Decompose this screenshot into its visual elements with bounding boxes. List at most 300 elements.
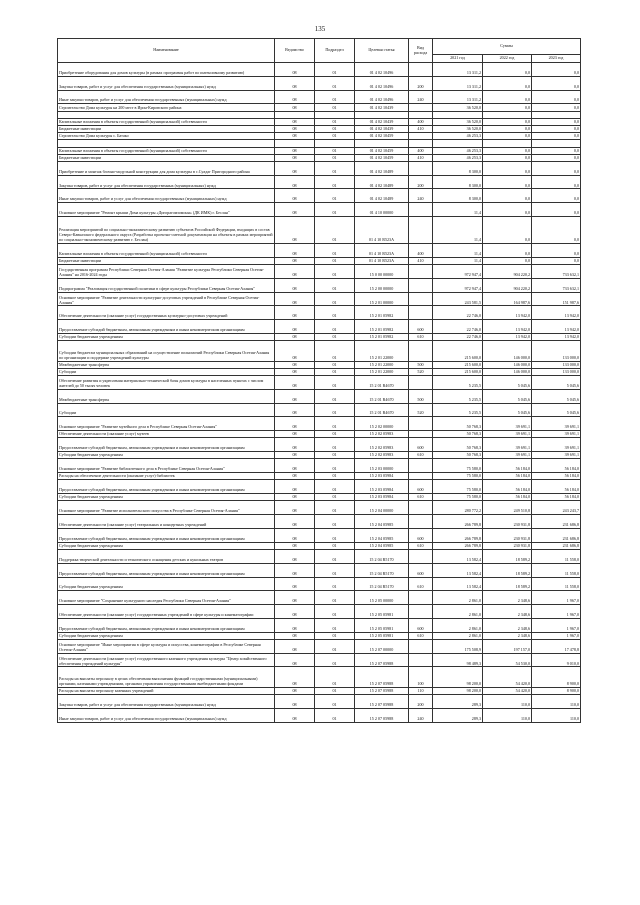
cell-y1: 289,3 (433, 708, 483, 722)
cell-cs: 15 2 04 05985 (355, 542, 409, 549)
cell-ved: 08 (275, 563, 315, 577)
cell-name: Обеспечение деятельности (оказание услуг) театральных и концертных учреждений (58, 515, 275, 529)
cell-vr: 610 (409, 452, 433, 459)
cell-vr: 610 (409, 542, 433, 549)
cell-vr: 110 (409, 687, 433, 694)
cell-y3: 13 942,0 (532, 334, 581, 341)
cell-name: Иные закупки товаров, работ и услуг для обеспечения государственных (муниципальных) нужд (58, 189, 275, 203)
cell-y1: 13 582,4 (433, 577, 483, 591)
cell-y1 (433, 140, 483, 147)
cell-name: Основное мероприятие "Развитие деятельности культурно-досуговых учреждений в Республике Северная Осетия-Алания" (58, 292, 275, 306)
cell-vr: 240 (409, 90, 433, 104)
table-row (58, 618, 581, 632)
cell-sub: 01 (315, 320, 355, 334)
cell-name: Межбюджетные трансферты (58, 361, 275, 368)
cell-sub: 01 (315, 549, 355, 563)
cell-y3: 11 558,0 (532, 549, 581, 563)
cell-name (58, 140, 275, 147)
cell-y1 (433, 111, 483, 118)
cell-cs: 01 4 02 10489 (355, 161, 409, 175)
header-name: Наименование (58, 39, 275, 63)
cell-cs: 15 2 01 05982 (355, 306, 409, 320)
cell-y2: 164 987,6 (483, 292, 532, 306)
cell-ved: 08 (275, 341, 315, 361)
cell-sub: 01 (315, 147, 355, 154)
cell-ved: 08 (275, 632, 315, 639)
cell-y2: 0,0 (483, 175, 532, 189)
cell-sub: 01 (315, 515, 355, 529)
cell-vr: 610 (409, 494, 433, 501)
cell-vr: 410 (409, 257, 433, 264)
cell-name: Субсидии бюджетным учреждениям (58, 452, 275, 459)
cell-ved: 08 (275, 687, 315, 694)
cell-sub: 01 (315, 63, 355, 77)
table-row (58, 361, 581, 368)
cell-y1: 13 582,4 (433, 563, 483, 577)
cell-vr (409, 265, 433, 279)
cell-y3: 1 967,0 (532, 605, 581, 619)
cell-cs: 15 2 04 R5170 (355, 577, 409, 591)
cell-y2: 54 420,0 (483, 667, 532, 687)
cell-y1: 175 508,9 (433, 639, 483, 653)
cell-ved: 08 (275, 76, 315, 90)
cell-cs: 15 2 04 R5170 (355, 549, 409, 563)
cell-cs: 15 2 04 05985 (355, 515, 409, 529)
cell-cs: 15 2 05 05981 (355, 632, 409, 639)
cell-vr: 200 (409, 76, 433, 90)
cell-name: Бюджетные инвестиции (58, 257, 275, 264)
cell-ved: 08 (275, 133, 315, 140)
cell-ved: 08 (275, 368, 315, 375)
cell-y1: 75 580,0 (433, 459, 483, 473)
cell-sub: 01 (315, 632, 355, 639)
cell-vr: 500 (409, 389, 433, 403)
cell-y2: 56 184,0 (483, 480, 532, 494)
table-row (58, 203, 581, 217)
cell-y1: 215 600,0 (433, 361, 483, 368)
cell-y1: 2 861,0 (433, 605, 483, 619)
cell-cs: 15 2 07 05988 (355, 708, 409, 722)
cell-ved (275, 111, 315, 118)
cell-vr (409, 473, 433, 480)
cell-cs: 15 2 07 00000 (355, 639, 409, 653)
cell-y3: 231 686,8 (532, 528, 581, 542)
cell-y2: 39 691,1 (483, 417, 532, 431)
cell-name: Иные закупки товаров, работ и услуг для обеспечения государственных (муниципальных) нужд (58, 708, 275, 722)
cell-y1: 13 582,4 (433, 549, 483, 563)
cell-sub: 01 (315, 417, 355, 431)
cell-cs: 01 4 10 R523A (355, 257, 409, 264)
cell-name: Субсидии бюджетным учреждениям (58, 542, 275, 549)
cell-cs: 15 2 07 05988 (355, 695, 409, 709)
cell-y2: 0,0 (483, 189, 532, 203)
cell-cs (355, 140, 409, 147)
cell-vr (409, 111, 433, 118)
cell-y3: 0,0 (532, 76, 581, 90)
cell-y1: 22 746,0 (433, 334, 483, 341)
cell-sub: 01 (315, 257, 355, 264)
table-row (58, 161, 581, 175)
cell-cs: 01 4 10 00000 (355, 203, 409, 217)
cell-y1: 243 581,5 (433, 292, 483, 306)
cell-cs: 15 2 02 05983 (355, 438, 409, 452)
cell-y2: 110,0 (483, 695, 532, 709)
table-row (58, 632, 581, 639)
cell-sub: 01 (315, 563, 355, 577)
cell-cs: 15 2 01 22000 (355, 361, 409, 368)
cell-cs: 15 2 02 05983 (355, 431, 409, 438)
table-row (58, 549, 581, 563)
cell-sub: 01 (315, 577, 355, 591)
cell-vr: 240 (409, 708, 433, 722)
cell-name: Предоставление субсидий бюджетным, автономным учреждениям и иным некоммерческим организациям (58, 438, 275, 452)
cell-ved: 08 (275, 244, 315, 258)
cell-y3: 133 000,0 (532, 361, 581, 368)
cell-name: Субсидии бюджетным учреждениям (58, 632, 275, 639)
cell-sub: 01 (315, 118, 355, 125)
cell-y2: 39 691,1 (483, 452, 532, 459)
cell-vr (409, 63, 433, 77)
table-row (58, 125, 581, 132)
cell-name: Предоставление субсидий бюджетным, автономным учреждениям и иным некоммерческим организациям (58, 528, 275, 542)
cell-name: Бюджетные инвестиции (58, 154, 275, 161)
cell-cs: 15 2 05 05981 (355, 605, 409, 619)
cell-y1: 13 311,2 (433, 76, 483, 90)
cell-vr (409, 161, 433, 175)
cell-sub: 01 (315, 667, 355, 687)
cell-y3: 0,0 (532, 244, 581, 258)
cell-y1: 75 580,0 (433, 480, 483, 494)
cell-cs: 15 2 04 00000 (355, 501, 409, 515)
cell-ved: 08 (275, 257, 315, 264)
cell-ved: 08 (275, 528, 315, 542)
cell-y2: 2 348,6 (483, 618, 532, 632)
cell-y3: 231 686,8 (532, 542, 581, 549)
cell-y3: 39 691,1 (532, 431, 581, 438)
table-row (58, 76, 581, 90)
cell-y1: 5 235,5 (433, 376, 483, 390)
cell-vr: 200 (409, 695, 433, 709)
cell-vr: 600 (409, 528, 433, 542)
cell-cs: 01 4 02 10459 (355, 133, 409, 140)
cell-y2 (483, 111, 532, 118)
cell-y2: 146 000,0 (483, 361, 532, 368)
cell-ved: 08 (275, 708, 315, 722)
cell-y2: 0,0 (483, 76, 532, 90)
cell-name: Приобретение оборудования для домов культуры (в рамках программы работ по интенсивному развитию) (58, 63, 275, 77)
table-row (58, 175, 581, 189)
cell-name: Субсидии (58, 368, 275, 375)
cell-cs: 15 2 03 00000 (355, 459, 409, 473)
table-row (58, 278, 581, 292)
cell-ved: 08 (275, 695, 315, 709)
cell-sub: 01 (315, 244, 355, 258)
header-ved: Ведомство (275, 39, 315, 63)
cell-sub: 01 (315, 376, 355, 390)
cell-cs: 15 2 01 R4670 (355, 389, 409, 403)
cell-y2: 110,0 (483, 708, 532, 722)
cell-y1: 2 861,0 (433, 632, 483, 639)
table-row (58, 376, 581, 390)
cell-y3: 0,0 (532, 203, 581, 217)
cell-ved: 08 (275, 501, 315, 515)
table-row (58, 140, 581, 147)
cell-sub: 01 (315, 90, 355, 104)
cell-y3: 151 987,6 (532, 292, 581, 306)
cell-y1: 289,3 (433, 695, 483, 709)
cell-vr: 240 (409, 189, 433, 203)
cell-name: Обеспечение деятельности (оказание услуг) государственных культурно-досуговых учреждений (58, 306, 275, 320)
cell-cs: 01 4 02 10496 (355, 90, 409, 104)
cell-y1: 46 253,3 (433, 154, 483, 161)
cell-ved: 08 (275, 577, 315, 591)
cell-y1: 13 311,2 (433, 63, 483, 77)
cell-cs: 01 4 02 10496 (355, 76, 409, 90)
table-row (58, 515, 581, 529)
cell-vr: 610 (409, 577, 433, 591)
cell-y1: 5 235,5 (433, 389, 483, 403)
cell-y1: 50 768,3 (433, 431, 483, 438)
cell-y2: 0,0 (483, 125, 532, 132)
cell-ved: 08 (275, 389, 315, 403)
cell-ved: 08 (275, 118, 315, 125)
cell-y3: 133 000,0 (532, 368, 581, 375)
cell-y1: 5 235,5 (433, 403, 483, 417)
cell-y2: 0,0 (483, 257, 532, 264)
cell-y2: 13 942,0 (483, 334, 532, 341)
cell-sub: 01 (315, 306, 355, 320)
cell-ved: 08 (275, 549, 315, 563)
cell-cs: 15 2 04 R5170 (355, 563, 409, 577)
cell-name: Обеспечение деятельности (оказание услуг) государственных учреждений в сфере культуры и кинематографии (58, 605, 275, 619)
cell-y1: 8 300,0 (433, 175, 483, 189)
table-row (58, 708, 581, 722)
page-number: 135 (314, 25, 326, 33)
cell-y3: 56 184,0 (532, 494, 581, 501)
cell-cs: 15 2 00 00000 (355, 278, 409, 292)
cell-vr: 520 (409, 403, 433, 417)
cell-ved: 08 (275, 438, 315, 452)
cell-sub: 01 (315, 76, 355, 90)
cell-y1: 75 580,0 (433, 494, 483, 501)
cell-sub: 01 (315, 265, 355, 279)
cell-vr (409, 653, 433, 667)
cell-sub: 01 (315, 133, 355, 140)
cell-cs: 01 4 02 10459 (355, 147, 409, 154)
cell-y2: 5 045,6 (483, 403, 532, 417)
cell-y3: 0,0 (532, 154, 581, 161)
cell-vr (409, 376, 433, 390)
cell-vr (409, 341, 433, 361)
header-2021: 2021 год (433, 55, 483, 63)
cell-vr (409, 515, 433, 529)
cell-ved: 08 (275, 203, 315, 217)
header-vr: Вид расхода (409, 39, 433, 63)
table-row (58, 217, 581, 244)
table-row (58, 334, 581, 341)
cell-sub: 01 (315, 292, 355, 306)
cell-y3: 0,0 (532, 147, 581, 154)
cell-sub: 01 (315, 431, 355, 438)
cell-vr: 400 (409, 118, 433, 125)
cell-name: Субсидии бюджетным учреждениям (58, 494, 275, 501)
cell-y3: 0,0 (532, 217, 581, 244)
cell-vr: 600 (409, 480, 433, 494)
cell-y1: 280 772,2 (433, 501, 483, 515)
cell-ved: 08 (275, 334, 315, 341)
cell-y2: 39 691,1 (483, 431, 532, 438)
cell-y3: 39 691,1 (532, 452, 581, 459)
table-row (58, 667, 581, 687)
cell-y3: 733 632,1 (532, 278, 581, 292)
cell-y1: 2 861,0 (433, 618, 483, 632)
cell-y2: 18 589,2 (483, 577, 532, 591)
cell-y1: 215 600,0 (433, 368, 483, 375)
cell-y1: 36 520,0 (433, 125, 483, 132)
cell-y3: 5 045,6 (532, 376, 581, 390)
cell-y3: 0,0 (532, 90, 581, 104)
table-row (58, 90, 581, 104)
cell-cs: 15 0 00 00000 (355, 265, 409, 279)
cell-cs: 15 2 03 05984 (355, 494, 409, 501)
cell-vr (409, 104, 433, 111)
cell-y2: 13 942,0 (483, 306, 532, 320)
cell-y3: 0,0 (532, 175, 581, 189)
cell-cs: 15 2 03 05984 (355, 480, 409, 494)
table-row (58, 368, 581, 375)
cell-sub: 01 (315, 687, 355, 694)
cell-vr (409, 431, 433, 438)
cell-name: Расходы на выплаты персоналу в целях обеспечения выполнения функций государственными (муниципальными) органами, казенными учреждениями, органами управления государственными внебюджетными фондами (58, 667, 275, 687)
table-row (58, 306, 581, 320)
cell-vr: 600 (409, 563, 433, 577)
cell-cs: 15 2 02 05983 (355, 452, 409, 459)
cell-y1: 11,4 (433, 203, 483, 217)
cell-vr (409, 591, 433, 605)
cell-name: Бюджетные инвестиции (58, 125, 275, 132)
cell-cs: 15 2 07 05988 (355, 653, 409, 667)
cell-y3: 1 967,0 (532, 591, 581, 605)
cell-y2: 0,0 (483, 63, 532, 77)
cell-y1: 50 768,3 (433, 438, 483, 452)
cell-name: Расходы на обеспечение деятельности (оказание услуг) библиотек (58, 473, 275, 480)
cell-sub: 01 (315, 175, 355, 189)
cell-y2: 0,0 (483, 104, 532, 111)
cell-name: Субсидии (58, 403, 275, 417)
table-row (58, 501, 581, 515)
cell-ved: 08 (275, 104, 315, 111)
cell-y3: 56 184,0 (532, 473, 581, 480)
cell-sub: 01 (315, 591, 355, 605)
cell-y3: 231 686,8 (532, 515, 581, 529)
cell-vr: 100 (409, 667, 433, 687)
cell-sub: 01 (315, 189, 355, 203)
cell-vr (409, 417, 433, 431)
cell-sub: 01 (315, 161, 355, 175)
cell-y1: 8 300,0 (433, 189, 483, 203)
cell-cs: 15 2 01 05982 (355, 320, 409, 334)
cell-sub: 01 (315, 368, 355, 375)
table-row (58, 417, 581, 431)
cell-name: Основное мероприятие "Сохранение культурного наследия Республики Северная Осетия-Алания" (58, 591, 275, 605)
header-cs: Целевая статья (355, 39, 409, 63)
cell-sub (315, 111, 355, 118)
cell-ved: 08 (275, 90, 315, 104)
cell-vr: 410 (409, 154, 433, 161)
table-row (58, 687, 581, 694)
cell-ved: 08 (275, 639, 315, 653)
cell-y2: 146 000,0 (483, 341, 532, 361)
cell-y2: 18 589,2 (483, 563, 532, 577)
cell-ved: 08 (275, 147, 315, 154)
cell-vr: 610 (409, 632, 433, 639)
cell-cs: 15 2 07 05988 (355, 687, 409, 694)
cell-cs: 15 2 05 05981 (355, 618, 409, 632)
table-row (58, 577, 581, 591)
cell-y2: 54 420,0 (483, 687, 532, 694)
cell-ved: 08 (275, 376, 315, 390)
cell-y2: 56 184,0 (483, 473, 532, 480)
cell-y2: 2 348,6 (483, 632, 532, 639)
cell-y1: 266 789,8 (433, 515, 483, 529)
cell-sub: 01 (315, 403, 355, 417)
cell-y3: 0,0 (532, 189, 581, 203)
cell-y1: 11,4 (433, 257, 483, 264)
cell-cs: 15 2 07 05988 (355, 667, 409, 687)
cell-vr: 500 (409, 361, 433, 368)
cell-sub: 01 (315, 473, 355, 480)
cell-y2: 5 045,6 (483, 389, 532, 403)
cell-y3: 8 900,0 (532, 667, 581, 687)
cell-y3: 110,0 (532, 695, 581, 709)
table-row (58, 265, 581, 279)
cell-name: Предоставление субсидий бюджетным, автономным учреждениям и иным некоммерческим организациям (58, 480, 275, 494)
cell-y3 (532, 140, 581, 147)
cell-cs: 01 4 02 10489 (355, 175, 409, 189)
table-row (58, 459, 581, 473)
cell-y2: 54 530,0 (483, 653, 532, 667)
cell-y2: 0,0 (483, 133, 532, 140)
cell-sub: 01 (315, 494, 355, 501)
cell-name: Иные закупки товаров, работ и услуг для обеспечения государственных (муниципальных) нужд (58, 90, 275, 104)
cell-ved (275, 140, 315, 147)
cell-sub: 01 (315, 480, 355, 494)
cell-y3: 13 942,0 (532, 320, 581, 334)
cell-ved: 08 (275, 154, 315, 161)
cell-name: Основное мероприятие "Развитие исполнительского искусства в Республике Северная Осетия-Алания" (58, 501, 275, 515)
cell-y2: 0,0 (483, 244, 532, 258)
cell-y2: 146 000,0 (483, 368, 532, 375)
cell-cs: 15 2 01 22000 (355, 368, 409, 375)
cell-sub: 01 (315, 104, 355, 111)
cell-vr (409, 501, 433, 515)
cell-vr: 610 (409, 334, 433, 341)
cell-cs: 15 2 02 00000 (355, 417, 409, 431)
cell-sub: 01 (315, 341, 355, 361)
cell-cs: 15 2 01 22000 (355, 341, 409, 361)
cell-name: Основное мероприятие "Иные мероприятия в сфере культуры и искусства, кинематографии в Республике Северная Осетия-Алания" (58, 639, 275, 653)
cell-ved: 08 (275, 306, 315, 320)
cell-name: Обеспечение деятельности (оказание услуг) музеев (58, 431, 275, 438)
cell-y1: 972 947,4 (433, 265, 483, 279)
cell-y2: 2 348,6 (483, 605, 532, 619)
cell-name: Обеспечение деятельности (оказание услуг) государственного казенного учреждения культуры "Центр хозяйственного обеспечения учреждений культуры" (58, 653, 275, 667)
cell-y1: 36 520,0 (433, 118, 483, 125)
cell-sub: 01 (315, 501, 355, 515)
cell-vr (409, 217, 433, 244)
cell-ved: 08 (275, 125, 315, 132)
cell-ved: 08 (275, 217, 315, 244)
